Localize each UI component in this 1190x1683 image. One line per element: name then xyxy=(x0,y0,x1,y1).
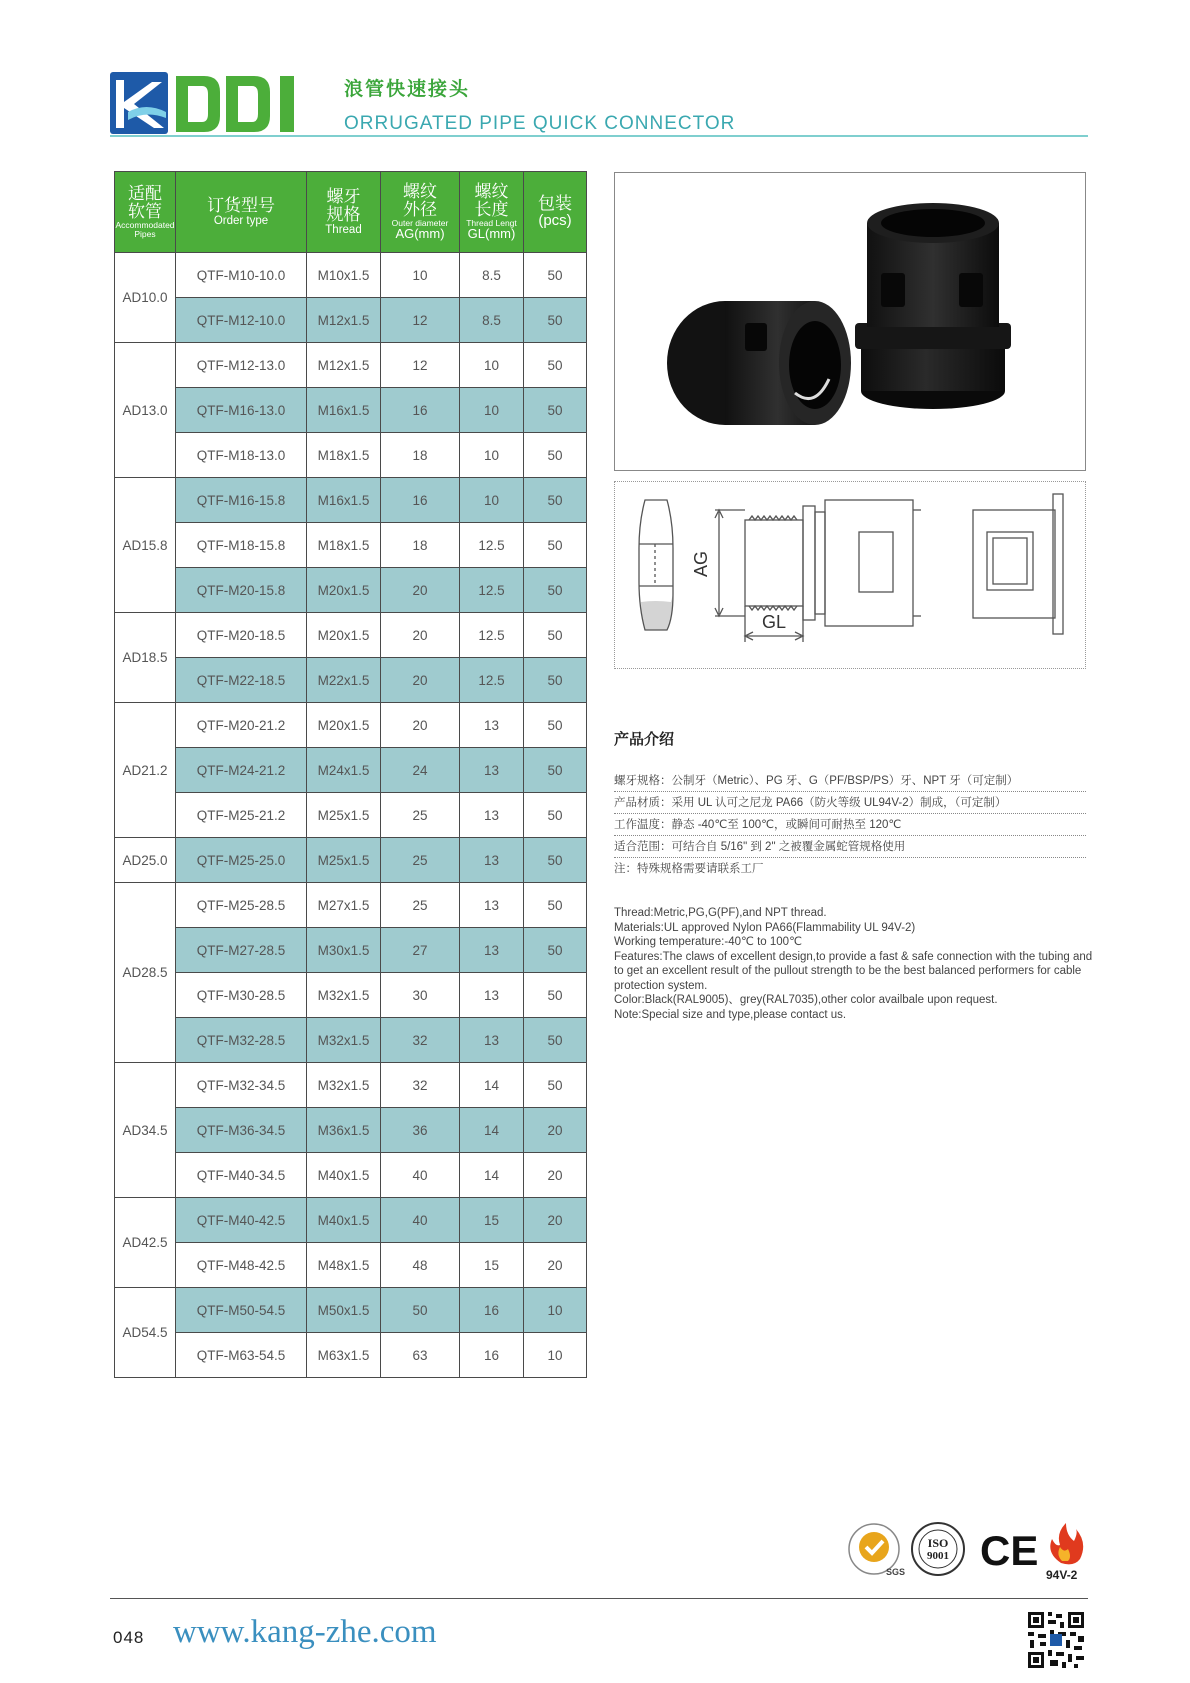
thread-cell: M30x1.5 xyxy=(307,928,381,973)
order-cell: QTF-M30-28.5 xyxy=(176,973,307,1018)
gl-cell: 13 xyxy=(460,703,524,748)
ag-cell: 10 xyxy=(381,253,460,298)
thread-cell: M32x1.5 xyxy=(307,1018,381,1063)
pcs-cell: 50 xyxy=(524,343,587,388)
pcs-cell: 50 xyxy=(524,433,587,478)
flame-icon xyxy=(1046,1523,1083,1581)
pipe-size-cell: AD18.5 xyxy=(115,613,176,703)
intro-en-block xyxy=(614,906,1094,1022)
pipe-size-cell: AD34.5 xyxy=(115,1063,176,1198)
ag-cell: 20 xyxy=(381,613,460,658)
pcs-cell: 50 xyxy=(524,523,587,568)
thread-cell: M25x1.5 xyxy=(307,838,381,883)
gl-cell: 15 xyxy=(460,1198,524,1243)
gl-cell: 16 xyxy=(460,1288,524,1333)
gl-cell: 14 xyxy=(460,1108,524,1153)
ag-cell: 32 xyxy=(381,1018,460,1063)
thread-cell: M20x1.5 xyxy=(307,613,381,658)
pcs-cell: 50 xyxy=(524,838,587,883)
pipe-size-cell: AD42.5 xyxy=(115,1198,176,1288)
order-cell: QTF-M20-18.5 xyxy=(176,613,307,658)
ag-cell: 32 xyxy=(381,1063,460,1108)
pcs-cell: 50 xyxy=(524,388,587,433)
brand-logo xyxy=(110,72,320,136)
order-cell: QTF-M32-34.5 xyxy=(176,1063,307,1108)
pcs-cell: 50 xyxy=(524,1063,587,1108)
gl-cell: 12.5 xyxy=(460,658,524,703)
col-header-pipes: 适配 软管 Accommodated Pipes xyxy=(115,172,176,253)
thread-cell: M32x1.5 xyxy=(307,1063,381,1108)
pcs-cell: 20 xyxy=(524,1108,587,1153)
order-cell: QTF-M63-54.5 xyxy=(176,1333,307,1378)
order-cell: QTF-M18-13.0 xyxy=(176,433,307,478)
table-row xyxy=(115,568,587,613)
ag-cell: 36 xyxy=(381,1108,460,1153)
ag-cell: 16 xyxy=(381,478,460,523)
gl-label: GL xyxy=(761,612,787,632)
thread-cell: M20x1.5 xyxy=(307,703,381,748)
pcs-cell: 20 xyxy=(524,1198,587,1243)
thread-cell: M18x1.5 xyxy=(307,433,381,478)
pcs-cell: 50 xyxy=(524,658,587,703)
brand-title-en: ORRUGATED PIPE QUICK CONNECTOR xyxy=(344,113,736,134)
pcs-cell: 10 xyxy=(524,1288,587,1333)
order-cell: QTF-M22-18.5 xyxy=(176,658,307,703)
pcs-cell: 20 xyxy=(524,1243,587,1288)
thread-cell: M48x1.5 xyxy=(307,1243,381,1288)
col-header-gl: 螺纹 长度 Thread Lengt GL(mm) xyxy=(460,172,524,253)
table-row xyxy=(115,1198,587,1243)
order-cell: QTF-M20-15.8 xyxy=(176,568,307,613)
qr-code-icon[interactable] xyxy=(1026,1610,1086,1670)
thread-cell: M24x1.5 xyxy=(307,748,381,793)
pcs-cell: 50 xyxy=(524,613,587,658)
order-cell: QTF-M48-42.5 xyxy=(176,1243,307,1288)
pcs-cell: 50 xyxy=(524,253,587,298)
order-cell: QTF-M32-28.5 xyxy=(176,1018,307,1063)
table-row xyxy=(115,253,587,298)
table-header-row xyxy=(115,172,587,253)
order-cell: QTF-M16-13.0 xyxy=(176,388,307,433)
intro-cn-line: 适合范围：可结合自 5/16" 到 2" 之被覆金属蛇管规格使用 xyxy=(614,838,1086,858)
intro-en-line: Thread:Metric,PG,G(PF),and NPT thread. xyxy=(614,907,827,919)
ag-cell: 12 xyxy=(381,343,460,388)
gl-cell: 13 xyxy=(460,883,524,928)
order-cell: QTF-M25-25.0 xyxy=(176,838,307,883)
pcs-cell: 10 xyxy=(524,1333,587,1378)
intro-en-line: Color:Black(RAL9005)、grey(RAL7035),other color availbale upon request. xyxy=(614,994,998,1006)
iso-label: ISO xyxy=(927,1536,949,1550)
ag-cell: 20 xyxy=(381,658,460,703)
ag-cell: 30 xyxy=(381,973,460,1018)
col-header-order: 订货型号 Order type xyxy=(176,172,307,253)
gl-cell: 13 xyxy=(460,928,524,973)
ag-cell: 24 xyxy=(381,748,460,793)
table-row xyxy=(115,1018,587,1063)
order-cell: QTF-M10-10.0 xyxy=(176,253,307,298)
table-row xyxy=(115,523,587,568)
pipe-size-cell: AD54.5 xyxy=(115,1288,176,1378)
ag-cell: 18 xyxy=(381,523,460,568)
intro-title: 产品介绍 xyxy=(614,731,675,748)
gl-cell: 13 xyxy=(460,748,524,793)
thread-cell: M12x1.5 xyxy=(307,343,381,388)
gl-cell: 16 xyxy=(460,1333,524,1378)
brand-title-cn: 浪管快速接头 xyxy=(344,78,471,100)
thread-cell: M20x1.5 xyxy=(307,568,381,613)
spec-table-body xyxy=(115,253,587,1378)
order-cell: QTF-M40-34.5 xyxy=(176,1153,307,1198)
gl-cell: 12.5 xyxy=(460,568,524,613)
order-cell: QTF-M12-10.0 xyxy=(176,298,307,343)
gl-cell: 15 xyxy=(460,1243,524,1288)
table-row xyxy=(115,1288,587,1333)
thread-cell: M16x1.5 xyxy=(307,388,381,433)
ag-cell: 25 xyxy=(381,838,460,883)
order-cell: QTF-M25-21.2 xyxy=(176,793,307,838)
page-number: 048 xyxy=(113,1628,145,1647)
flame-rating-label: 94V-2 xyxy=(1046,1568,1078,1581)
ag-cell: 16 xyxy=(381,388,460,433)
ag-cell: 25 xyxy=(381,793,460,838)
pcs-cell: 50 xyxy=(524,478,587,523)
sgs-badge-icon xyxy=(849,1524,905,1577)
intro-cn-line: 工作温度：静态 -40℃至 100℃，或瞬间可耐热至 120℃ xyxy=(614,816,1086,836)
pipe-size-cell: AD15.8 xyxy=(115,478,176,613)
gl-cell: 14 xyxy=(460,1063,524,1108)
pipe-size-cell: AD10.0 xyxy=(115,253,176,343)
col-header-thread: 螺牙 规格 Thread xyxy=(307,172,381,253)
table-row xyxy=(115,928,587,973)
thread-cell: M22x1.5 xyxy=(307,658,381,703)
table-row xyxy=(115,1243,587,1288)
intro-cn-line: 产品材质：采用 UL 认可之尼龙 PA66（防火等级 UL94V-2）制成，（可定制） xyxy=(614,794,1086,814)
thread-cell: M36x1.5 xyxy=(307,1108,381,1153)
order-cell: QTF-M16-15.8 xyxy=(176,478,307,523)
table-row xyxy=(115,793,587,838)
website-link[interactable]: www.kang-zhe.com xyxy=(173,1614,437,1650)
intro-en-line: Working temperature:-40℃ to 100℃ xyxy=(614,936,802,948)
table-row xyxy=(115,298,587,343)
thread-cell: M40x1.5 xyxy=(307,1153,381,1198)
order-cell: QTF-M18-15.8 xyxy=(176,523,307,568)
ag-cell: 48 xyxy=(381,1243,460,1288)
gl-cell: 10 xyxy=(460,343,524,388)
technical-drawing xyxy=(614,481,1086,669)
intro-en-line: Features:The claws of excellent design,to provide a fast & safe connection with the tubing and to get an excellent result of the pullout strength to be the best balanced performers for cable protection system. xyxy=(614,950,1093,992)
ag-label: AG xyxy=(691,550,711,578)
table-row xyxy=(115,433,587,478)
pcs-cell: 50 xyxy=(524,298,587,343)
order-cell: QTF-M20-21.2 xyxy=(176,703,307,748)
intro-en-line: Note:Special size and type,please contact us. xyxy=(614,1008,847,1021)
ag-cell: 40 xyxy=(381,1153,460,1198)
intro-cn-line: 注：特殊规格需要请联系工厂 xyxy=(614,863,764,875)
table-row xyxy=(115,1153,587,1198)
col-header-ag: 螺纹 外径 Outer diameter AG(mm) xyxy=(381,172,460,253)
gl-cell: 10 xyxy=(460,433,524,478)
gl-cell: 12.5 xyxy=(460,523,524,568)
spec-table xyxy=(114,171,587,1378)
ag-cell: 20 xyxy=(381,703,460,748)
ag-cell: 63 xyxy=(381,1333,460,1378)
gl-cell: 13 xyxy=(460,793,524,838)
gl-cell: 13 xyxy=(460,838,524,883)
order-cell: QTF-M24-21.2 xyxy=(176,748,307,793)
table-row xyxy=(115,1333,587,1378)
iso-number: 9001 xyxy=(927,1550,949,1562)
thread-cell: M32x1.5 xyxy=(307,973,381,1018)
pcs-cell: 50 xyxy=(524,568,587,613)
gl-cell: 8.5 xyxy=(460,298,524,343)
intro-en-line: Materials:UL approved Nylon PA66(Flammability UL 94V-2) xyxy=(614,921,916,934)
table-row xyxy=(115,658,587,703)
table-row xyxy=(115,613,587,658)
pcs-cell: 50 xyxy=(524,703,587,748)
ag-cell: 12 xyxy=(381,298,460,343)
pcs-cell: 50 xyxy=(524,748,587,793)
gl-cell: 10 xyxy=(460,388,524,433)
pcs-cell: 20 xyxy=(524,1153,587,1198)
thread-cell: M18x1.5 xyxy=(307,523,381,568)
gl-cell: 10 xyxy=(460,478,524,523)
product-photo xyxy=(614,172,1086,471)
pipe-size-cell: AD21.2 xyxy=(115,703,176,838)
thread-cell: M63x1.5 xyxy=(307,1333,381,1378)
order-cell: QTF-M25-28.5 xyxy=(176,883,307,928)
header-divider xyxy=(110,135,1088,137)
ag-cell: 50 xyxy=(381,1288,460,1333)
ag-cell: 20 xyxy=(381,568,460,613)
gl-cell: 14 xyxy=(460,1153,524,1198)
thread-cell: M50x1.5 xyxy=(307,1288,381,1333)
order-cell: QTF-M12-13.0 xyxy=(176,343,307,388)
table-row xyxy=(115,748,587,793)
table-row xyxy=(115,883,587,928)
thread-cell: M27x1.5 xyxy=(307,883,381,928)
table-row xyxy=(115,838,587,883)
pcs-cell: 50 xyxy=(524,793,587,838)
table-row xyxy=(115,1063,587,1108)
table-row xyxy=(115,388,587,433)
pcs-cell: 50 xyxy=(524,1018,587,1063)
ce-mark-icon: CE xyxy=(980,1527,1039,1574)
table-row xyxy=(115,1108,587,1153)
iso9001-badge-icon xyxy=(912,1523,964,1575)
gl-cell: 12.5 xyxy=(460,613,524,658)
col-header-pack: 包装 (pcs) xyxy=(524,172,587,253)
pipe-size-cell: AD28.5 xyxy=(115,883,176,1063)
pipe-size-cell: AD25.0 xyxy=(115,838,176,883)
thread-cell: M10x1.5 xyxy=(307,253,381,298)
thread-cell: M16x1.5 xyxy=(307,478,381,523)
thread-cell: M25x1.5 xyxy=(307,793,381,838)
pipe-size-cell: AD13.0 xyxy=(115,343,176,478)
order-cell: QTF-M27-28.5 xyxy=(176,928,307,973)
gl-cell: 13 xyxy=(460,1018,524,1063)
pcs-cell: 50 xyxy=(524,973,587,1018)
order-cell: QTF-M36-34.5 xyxy=(176,1108,307,1153)
table-row xyxy=(115,973,587,1018)
thread-cell: M40x1.5 xyxy=(307,1198,381,1243)
gl-cell: 8.5 xyxy=(460,253,524,298)
pcs-cell: 50 xyxy=(524,928,587,973)
table-row xyxy=(115,478,587,523)
order-cell: QTF-M40-42.5 xyxy=(176,1198,307,1243)
thread-cell: M12x1.5 xyxy=(307,298,381,343)
ag-cell: 40 xyxy=(381,1198,460,1243)
ag-cell: 27 xyxy=(381,928,460,973)
sgs-label: SGS xyxy=(886,1567,906,1577)
ag-cell: 25 xyxy=(381,883,460,928)
gl-cell: 13 xyxy=(460,973,524,1018)
table-row xyxy=(115,343,587,388)
certification-badges xyxy=(846,1519,1090,1581)
order-cell: QTF-M50-54.5 xyxy=(176,1288,307,1333)
intro-cn-line: 螺牙规格：公制牙（Metric）、PG 牙、G（PF/BSP/PS）牙、NPT 牙（可定制） xyxy=(614,772,1086,792)
table-row xyxy=(115,703,587,748)
footer-divider xyxy=(110,1598,1088,1599)
pcs-cell: 50 xyxy=(524,883,587,928)
ag-cell: 18 xyxy=(381,433,460,478)
